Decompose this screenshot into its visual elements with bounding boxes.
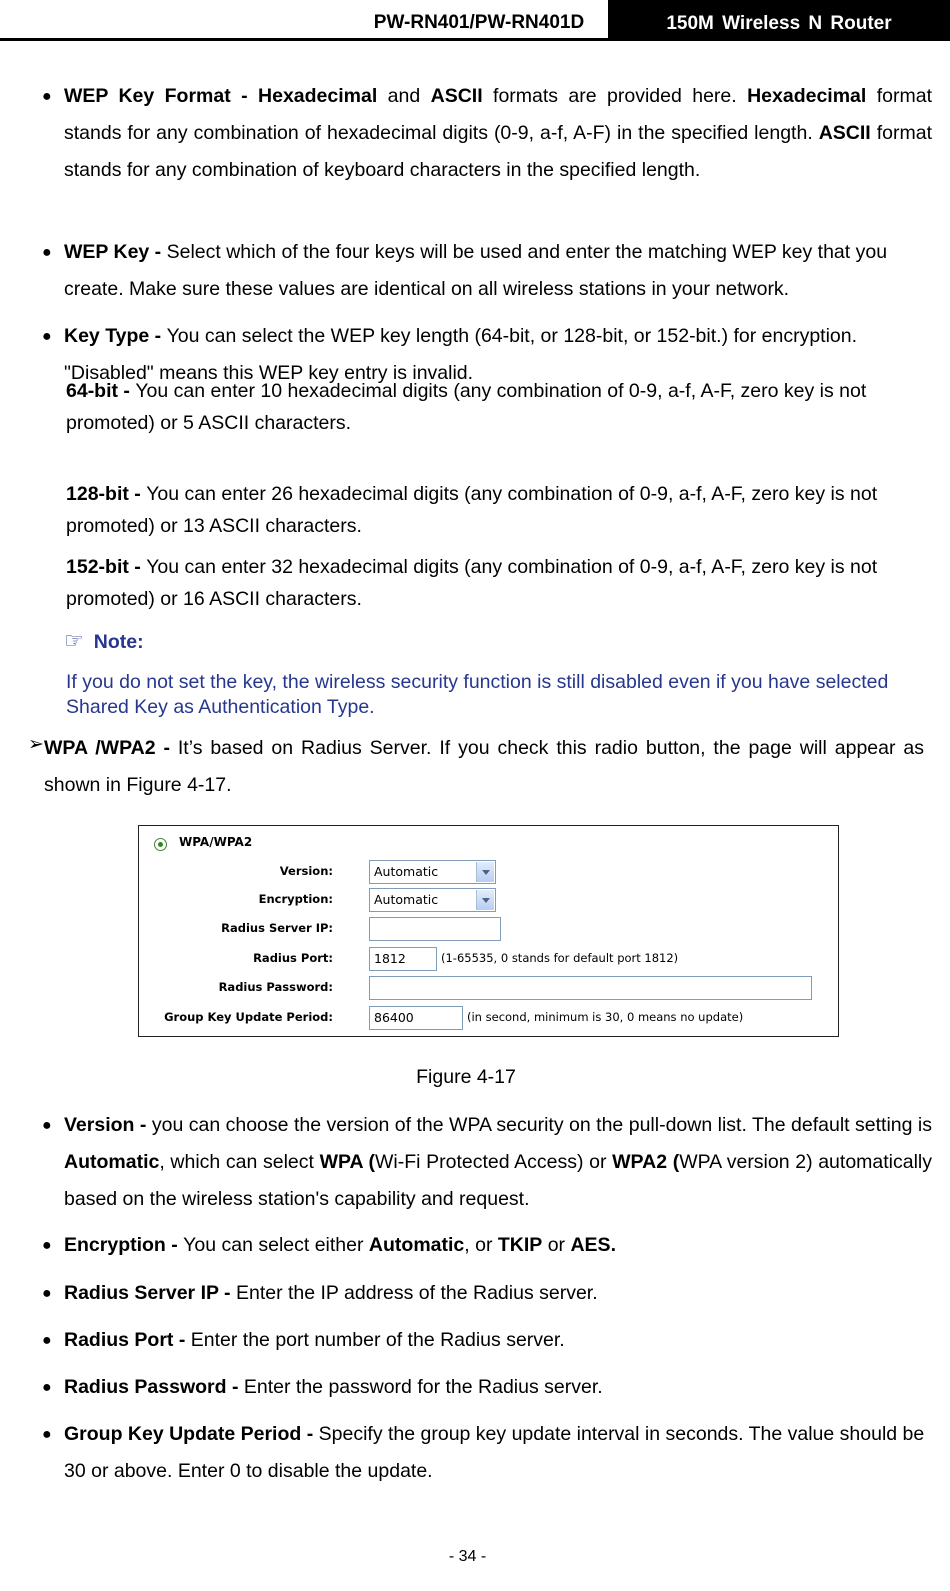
bullet-icon: ● xyxy=(42,328,52,345)
radius-password-input[interactable] xyxy=(369,976,812,1000)
wpa-intro-paragraph: WPA /WPA2 - It’s based on Radius Server. If you check this radio button, the page will appear as shown in Figure 4-17. xyxy=(44,737,924,796)
note-heading: ☞ Note: xyxy=(64,628,144,653)
radius-port-paragraph: Radius Port - Enter the port number of the Radius server. xyxy=(64,1329,565,1351)
encryption-label: Encryption: xyxy=(258,892,333,906)
page-header xyxy=(0,0,950,42)
version-paragraph: Version - you can choose the version of the WPA security on the pull-down list. The default setting is Automatic, which can select WPA (Wi-Fi Protected Access) or WPA2 (WPA version 2) automatically based on the wireless station's capability and request. xyxy=(64,1114,933,1210)
bullet-icon: ● xyxy=(42,1285,52,1302)
radius-server-ip-label: Radius Server IP: xyxy=(221,921,333,935)
radius-port-hint: (1-65535, 0 stands for default port 1812) xyxy=(441,951,679,965)
bullet-icon: ● xyxy=(42,1332,52,1349)
page-number: - 34 - xyxy=(448,1548,487,1565)
radius-password-label: Radius Password: xyxy=(218,980,333,994)
bit128-paragraph: 128-bit - You can enter 26 hexadecimal digits (any combination of 0-9, a-f, A-F, zero key is not promoted) or 13 ASCII characters. xyxy=(66,483,878,537)
chevron-down-icon xyxy=(476,862,494,882)
arrow-bullet-icon: ➢ xyxy=(28,734,44,755)
model-name: PW-RN401/PW-RN401D xyxy=(373,12,585,33)
bullet-icon: ● xyxy=(42,1117,52,1134)
bit64-paragraph: 64-bit - You can enter 10 hexadecimal digits (any combination of 0-9, a-f, A-F, zero key is not promoted) or 5 ASCII characters. xyxy=(66,380,867,434)
radius-server-ip-paragraph: Radius Server IP - Enter the IP address of the Radius server. xyxy=(64,1282,598,1304)
group-key-period-input[interactable]: 86400 xyxy=(369,1006,463,1030)
figure-caption: Figure 4-17 xyxy=(416,1066,516,1088)
group-key-period-paragraph: Group Key Update Period - Specify the group key update interval in seconds. The value should be 30 or above. Enter 0 to disable the update. xyxy=(64,1423,925,1482)
radio-selected-dot xyxy=(158,842,163,847)
wep-key-paragraph: WEP Key - Select which of the four keys will be used and enter the matching WEP key that you create. Make sure these values are identical on all wireless stations in your network. xyxy=(64,241,888,300)
encryption-select[interactable]: Automatic xyxy=(369,888,496,912)
product-name: 150M Wireless N Router xyxy=(608,0,950,40)
encryption-paragraph: Encryption - You can select either Automatic, or TKIP or AES. xyxy=(64,1234,616,1256)
bullet-icon: ● xyxy=(42,1426,52,1443)
wpa-radio-button[interactable] xyxy=(154,838,167,851)
bullet-icon: ● xyxy=(42,1237,52,1254)
group-key-period-label: Group Key Update Period: xyxy=(164,1010,333,1024)
wep-key-format-paragraph: WEP Key Format - Hexadecimal and ASCII formats are provided here. Hexadecimal format stands for any combination of hexadecimal digits (0-9, a-f, A-F) in the specified length. ASCII format stands for any combination of keyboard characters in the specified length. xyxy=(64,85,932,181)
group-key-period-hint: (in second, minimum is 30, 0 means no update) xyxy=(467,1010,744,1024)
radius-server-ip-input[interactable] xyxy=(369,917,501,941)
radius-port-input[interactable]: 1812 xyxy=(369,947,437,971)
radius-port-label: Radius Port: xyxy=(253,951,333,965)
header-rule xyxy=(0,38,950,41)
bullet-icon: ● xyxy=(42,88,52,105)
radius-password-paragraph: Radius Password - Enter the password for the Radius server. xyxy=(64,1376,603,1398)
wpa-radio-label: WPA/WPA2 xyxy=(179,835,253,849)
version-label: Version: xyxy=(279,864,333,878)
version-select[interactable]: Automatic xyxy=(369,860,496,884)
key-type-paragraph: Key Type - You can select the WEP key length (64-bit, or 128-bit, or 152-bit.) for encryption. "Disabled" means this WEP key entry is invalid. xyxy=(64,325,858,384)
wpa-settings-panel xyxy=(138,825,839,1037)
chevron-down-icon xyxy=(476,890,494,910)
pointing-hand-icon: ☞ xyxy=(64,628,84,653)
bullet-icon: ● xyxy=(42,1379,52,1396)
bullet-icon: ● xyxy=(42,244,52,261)
bit152-paragraph: 152-bit - You can enter 32 hexadecimal digits (any combination of 0-9, a-f, A-F, zero key is not promoted) or 16 ASCII characters. xyxy=(66,556,878,610)
note-text: If you do not set the key, the wireless security function is still disabled even if you have selected Shared Key as Authentication Type. xyxy=(66,671,889,718)
